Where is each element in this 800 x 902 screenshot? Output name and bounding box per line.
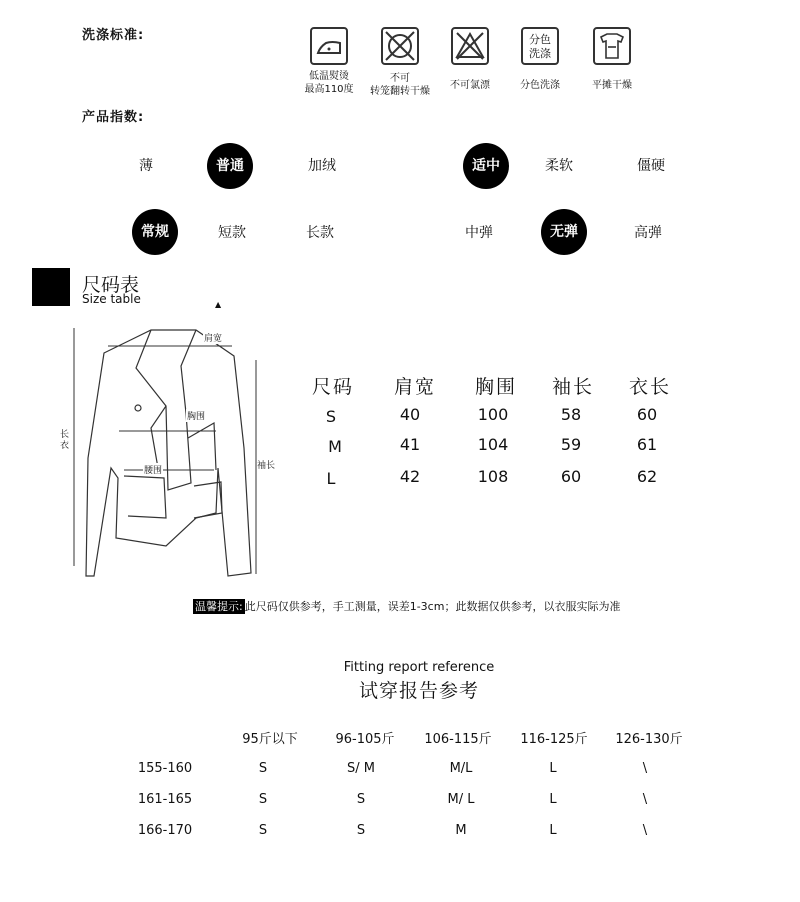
size-cell: 42 <box>399 467 421 486</box>
size-cell: 100 <box>477 405 509 424</box>
index-label: 产品指数: <box>82 110 145 125</box>
index-medium-stretch: 中弹 <box>465 225 493 241</box>
fitting-cell: M/L <box>449 761 473 776</box>
fitting-cell: \ <box>642 823 648 838</box>
wash-separately-icon: 分色 洗涤 <box>521 27 559 65</box>
care-label: 洗涤标准: <box>82 28 145 43</box>
fitting-cell: L <box>549 792 557 807</box>
care-caption-dry: 平摊干燥 <box>592 80 632 91</box>
size-cell: 61 <box>636 435 658 454</box>
jacket-diagram <box>56 318 286 588</box>
size-cell: 41 <box>399 435 421 454</box>
size-tip <box>193 598 620 614</box>
care-caption-wash: 分色洗涤 <box>520 80 560 91</box>
fitting-column-header: 126-130斤 <box>615 732 683 747</box>
fitting-cell: S <box>356 823 366 838</box>
size-cell: 60 <box>560 467 582 486</box>
fitting-cell: M <box>455 823 467 838</box>
size-title: 尺码表 <box>82 274 140 296</box>
size-title-block <box>32 268 70 306</box>
fitting-cell: \ <box>642 792 648 807</box>
index-moderate-selected: 适中 <box>463 143 509 189</box>
fitting-cell: S <box>356 792 366 807</box>
triangle-marker-icon: ▲ <box>215 300 222 309</box>
size-header: 胸围 <box>474 376 517 398</box>
diagram-sleeve-label: 袖长 <box>257 458 275 471</box>
low-temperature-iron-icon <box>310 27 348 65</box>
no-bleach-icon <box>451 27 489 65</box>
diagram-waist-label: 腰围 <box>143 463 163 476</box>
size-cell: M <box>328 437 342 456</box>
fitting-title-en: Fitting report reference <box>343 660 495 675</box>
index-long: 长款 <box>306 225 334 241</box>
care-caption-iron: 低温熨烫 最高110度 <box>304 71 354 95</box>
care-caption-tumble: 不可 转笼翻转干燥 <box>370 73 430 97</box>
size-subtitle: Size table <box>82 292 141 306</box>
size-header: 衣长 <box>628 376 671 398</box>
fitting-cell: M/ L <box>447 792 475 807</box>
diagram-shoulder-label: 肩宽 <box>203 331 223 344</box>
size-cell: 58 <box>560 405 582 424</box>
index-short: 短款 <box>218 225 246 241</box>
diagram-chest-label: 胸围 <box>186 409 206 422</box>
fitting-column-header: 106-115斤 <box>424 732 492 747</box>
size-cell: 60 <box>636 405 658 424</box>
index-stiff: 僵硬 <box>637 158 665 174</box>
index-normal-selected: 普通 <box>207 143 253 189</box>
size-cell: 40 <box>399 405 421 424</box>
fitting-cell: S <box>258 823 268 838</box>
index-soft: 柔软 <box>545 158 573 174</box>
size-header: 肩宽 <box>393 376 436 398</box>
fitting-cell: S <box>258 761 268 776</box>
dry-flat-icon <box>593 27 631 65</box>
index-no-stretch-selected: 无弹 <box>541 209 587 255</box>
fitting-column-header: 95斤以下 <box>242 732 298 747</box>
fitting-row-height: 161-165 <box>137 792 193 807</box>
no-tumble-dry-icon <box>381 27 419 65</box>
fitting-cell: L <box>549 823 557 838</box>
fitting-title-cn: 试穿报告参考 <box>358 680 479 702</box>
fitting-column-header: 96-105斤 <box>335 732 395 747</box>
index-thin: 薄 <box>139 158 153 174</box>
index-high-stretch: 高弹 <box>634 225 662 241</box>
fitting-row-height: 155-160 <box>137 761 193 776</box>
index-fleece: 加绒 <box>308 158 336 174</box>
tip-text: 此尺码仅供参考，手工测量，误差1-3cm；此数据仅供参考，以衣服实际为准 <box>244 600 621 613</box>
size-cell: 108 <box>477 467 509 486</box>
fitting-cell: S/ M <box>347 761 375 776</box>
size-cell: L <box>326 469 336 488</box>
fitting-column-header: 116-125斤 <box>520 732 588 747</box>
fitting-cell: \ <box>642 761 648 776</box>
fitting-row-height: 166-170 <box>137 823 193 838</box>
fitting-cell: S <box>258 792 268 807</box>
size-cell: 62 <box>636 467 658 486</box>
index-regular-selected: 常规 <box>132 209 178 255</box>
care-caption-bleach: 不可氯漂 <box>450 80 490 91</box>
size-header: 袖长 <box>551 376 594 398</box>
diagram-length-label: 长衣 <box>60 430 70 451</box>
size-cell: 59 <box>560 435 582 454</box>
size-cell: S <box>325 407 337 426</box>
size-header: 尺码 <box>311 376 354 398</box>
tip-tag: 温馨提示: <box>195 600 243 613</box>
fitting-cell: L <box>549 761 557 776</box>
size-cell: 104 <box>477 435 509 454</box>
